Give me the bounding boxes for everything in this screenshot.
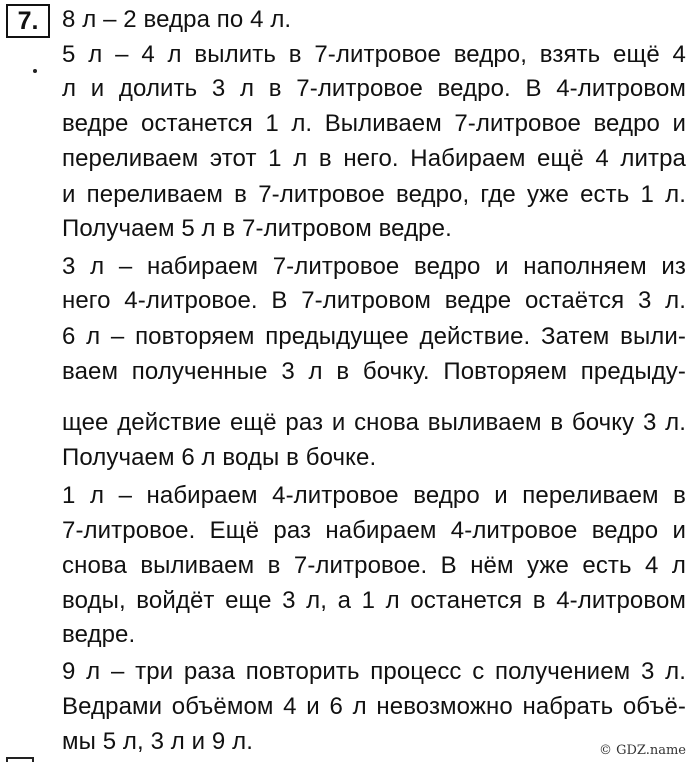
text-line: л и долить 3 л в 7-литровое ведро. В 4-литровом	[62, 75, 686, 102]
task-number-box: 7.	[6, 4, 50, 38]
text-line: него 4-литровое. В 7-литровом ведре остаётся 3 л.	[62, 287, 686, 314]
text-line: Ведрами объёмом 4 и 6 л невозможно набрать объё-	[62, 693, 686, 720]
text-line: 1 л – набираем 4-литровое ведро и переливаем в	[62, 482, 686, 509]
text-line: воды, войдёт еще 3 л, а 1 л останется в 4-литровом	[62, 587, 686, 614]
watermark: © GDZ.name	[598, 743, 686, 758]
text-line: ведре останется 1 л. Выливаем 7-литровое ведро и	[62, 110, 686, 137]
text-line: 7-литровое. Ещё раз набираем 4-литровое ведро и	[62, 517, 686, 544]
text-line: 5 л – 4 л вылить в 7-литровое ведро, взять ещё 4	[62, 41, 686, 68]
text-line: 8 л – 2 ведра по 4 л.	[62, 6, 292, 33]
text-line: 3 л – набираем 7-литровое ведро и наполняем из	[62, 253, 686, 280]
margin-dot	[33, 69, 37, 73]
text-line: Получаем 5 л в 7-литровом ведре.	[62, 215, 452, 242]
text-line: переливаем этот 1 л в него. Набираем ещё 4 литра	[62, 145, 686, 172]
text-line: мы 5 л, 3 л и 9 л.	[62, 728, 254, 755]
text-line: 6 л – повторяем предыдущее действие. Затем выли-	[62, 323, 686, 350]
text-line: щее действие ещё раз и снова выливаем в бочку 3 л.	[62, 409, 686, 436]
text-line: ведре.	[62, 621, 136, 648]
text-line: ваем полученные 3 л в бочку. Повторяем предыду-	[62, 358, 686, 385]
text-line: Получаем 6 л воды в бочке.	[62, 444, 377, 471]
text-line: и переливаем в 7-литровое ведро, где уже есть 1 л.	[62, 181, 686, 208]
next-task-box-edge	[6, 757, 34, 762]
text-line: снова выливаем в 7-литровое. В нём уже есть 4 л	[62, 552, 686, 579]
text-line: 9 л – три раза повторить процесс с получением 3 л.	[62, 658, 686, 685]
